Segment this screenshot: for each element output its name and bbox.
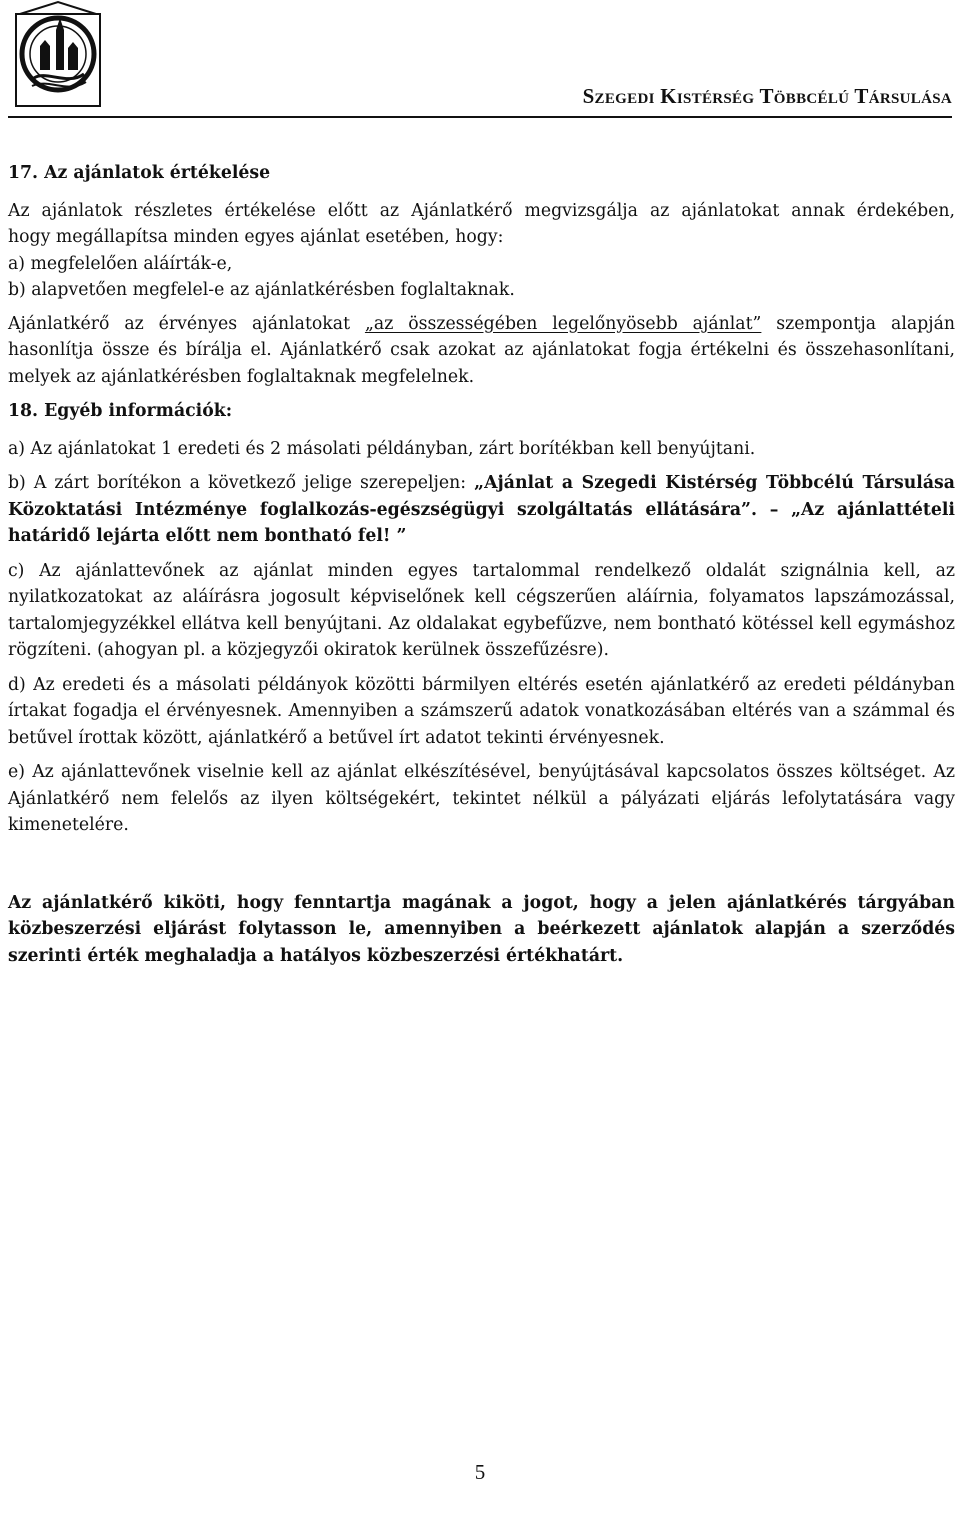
evaluation-text-post: szempontja alapján hasonlítja össze és bírálja el. Ajánlatkérő csak azokat az ajánlatokat fogja értékelni és összehasonlítani, melyek az ajánlatkérésben foglaltaknak megfelelnek.	[8, 313, 955, 387]
section-18-item-e: e) Az ajánlattevőnek viselnie kell az ajánlat elkészítésével, benyújtásával kapcsolatos összes költséget. Az Ajánlatkérő nem felelős az ilyen költségekért, tekintet nélkül a pályázati eljárás lefolytatására vagy kimenetelére.	[8, 762, 955, 835]
section-17-evaluation	[8, 311, 955, 391]
item-b-text: b) A zárt borítékon a következő jelige szerepeljen:	[8, 473, 475, 493]
section-17-intro-line-2: hogy megállapítsa minden egyes ajánlat esetében, hogy:	[8, 227, 504, 247]
organization-name: Szegedi Kistérség Többcélú Társulása	[582, 84, 952, 108]
section-17-intro	[8, 198, 955, 304]
section-18-item-d: d) Az eredeti és a másolati példányok közötti bármilyen eltérés esetén ajánlatkérő az eredeti példányban írtakat fogadja el érvényesnek. Amennyiben a számszerű adatok vonatkozásában eltérés van a számmal és betűvel írottak között, ajánlatkérő a betűvel írt adatot tekinti érvényesnek.	[8, 674, 955, 748]
header-rule	[8, 116, 952, 118]
section-18-heading: 18. Egyéb információk:	[8, 401, 233, 421]
section-18-item-c: c) Az ajánlattevőnek az ajánlat minden egyes tartalommal rendelkező oldalát szignálnia kell, az nyilatkozatokat az aláírásra jogosult képviselőnek kell cégszerűen aláírnia, folyamatos lapszámozással, tartalomjegyzékkel ellátva kell benyújtani. Az oldalakat egybefűzve, nem bontható kötéssel kell egymáshoz rögzíteni. (ahogyan pl. a közjegyzői okiratok kerülnek összefűzésre).	[8, 560, 955, 660]
section-17-intro-line-1: Az ajánlatok részletes értékelése előtt az Ajánlatkérő megvizsgálja az ajánlatokat annak érdekében,	[8, 200, 955, 221]
section-17-item-a: a) megfelelően aláírták-e,	[8, 253, 233, 274]
section-17-heading: 17. Az ajánlatok értékelése	[8, 163, 271, 183]
section-18-item-b	[8, 470, 955, 550]
evaluation-text-pre: Ajánlatkérő az érvényes ajánlatokat	[8, 313, 365, 334]
item-b-envelope-label: „Ajánlat a Szegedi Kistérség Többcélú Társulása Közoktatási Intézménye foglalkozás-egészségügyi szolgáltatás ellátására”. – „Az ajánlattételi határidő lejárta előtt nem bontható fel! ”	[8, 473, 955, 546]
document-body	[8, 160, 955, 969]
section-17-item-b: b) alapvetően megfelel-e az ajánlatkérésben foglaltaknak.	[8, 280, 515, 300]
evaluation-criterion: „az összességében legelőnyösebb ajánlat”	[364, 313, 762, 334]
section-18-item-a: a) Az ajánlatokat 1 eredeti és 2 másolati példányban, zárt borítékban kell benyújtani.	[8, 438, 756, 459]
organization-logo	[10, 0, 106, 112]
page-number: 5	[474, 1460, 486, 1484]
closing-statement: Az ajánlatkérő kiköti, hogy fenntartja magának a jogot, hogy a jelen ajánlatkérés tárgyában közbeszerzési eljárást folytasson le, amennyiben a beérkezett ajánlatok alapján a szerződés szerinti érték meghaladja a hatályos közbeszerzési értékhatárt.	[8, 892, 955, 966]
